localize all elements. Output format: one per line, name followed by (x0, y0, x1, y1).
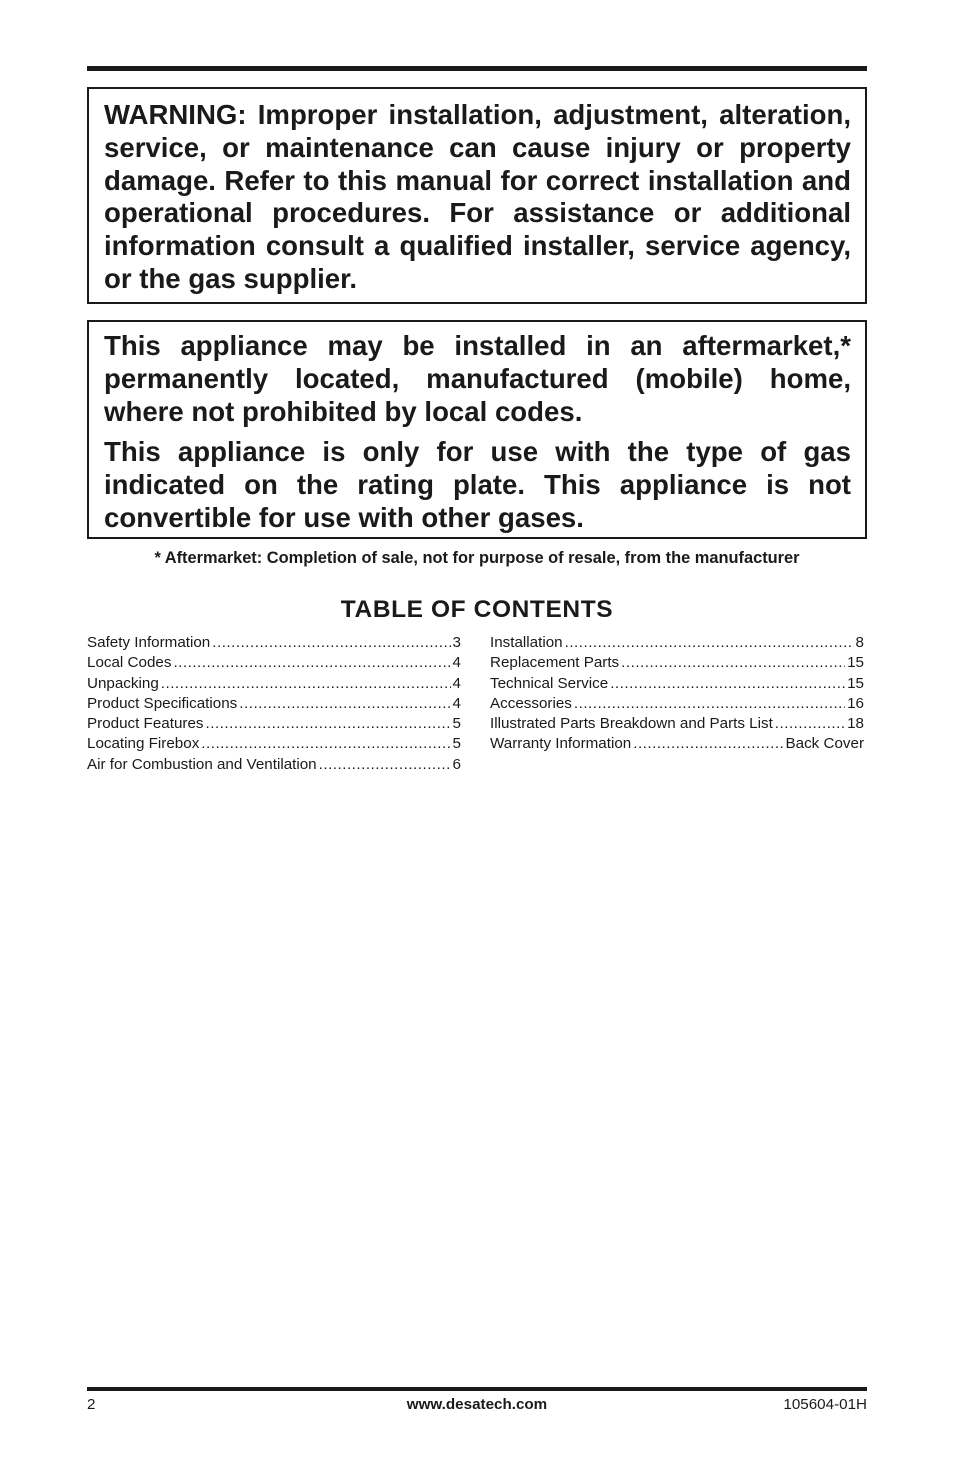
toc-dot-leader (173, 653, 450, 673)
toc-dot-leader (206, 714, 451, 734)
toc-entry-label: Safety Information (87, 634, 211, 651)
page-number: 2 (87, 1396, 96, 1413)
toc-dot-leader (565, 633, 854, 653)
toc-entry[interactable] (87, 674, 461, 694)
gas-type-notice: This appliance is only for use with the type of gas indicated on the rating plate. This appliance is not convertible for use with other gases. (104, 436, 851, 533)
toc-dot-leader (574, 694, 845, 714)
toc-entry-label: Air for Combustion and Ventilation (87, 755, 317, 773)
toc-entry[interactable] (87, 633, 461, 653)
toc-entry-page: Back Cover (785, 735, 864, 753)
toc-entry-page: 6 (452, 755, 461, 773)
aftermarket-footnote: * Aftermarket: Completion of sale, not for purpose of resale, from the manufacturer (154, 549, 800, 567)
toc-entry-page: 16 (847, 694, 864, 712)
toc-dot-leader (212, 633, 450, 653)
toc-dot-leader (161, 674, 451, 694)
top-rule (87, 66, 867, 71)
warning-text: WARNING: Improper installation, adjustment, alteration, service, or maintenance can cause injury or property damage. Refer to this manual for correct installation and operational procedures. For assistance or additional information consult a qualified installer, service agency, or the gas supplier. (104, 99, 851, 294)
toc-dot-leader (633, 734, 783, 754)
toc-entry-page: 8 (855, 634, 864, 651)
toc-entry[interactable] (87, 714, 461, 734)
toc-dot-leader (621, 653, 845, 673)
toc-left-column (87, 633, 461, 775)
toc-entry-label: Product Specifications (87, 694, 238, 712)
toc-entry-label: Illustrated Parts Breakdown and Parts List (490, 715, 773, 733)
toc-entry-page: 18 (847, 715, 864, 733)
toc-dot-leader (610, 674, 845, 694)
document-number: 105604-01H (783, 1396, 867, 1413)
toc-entry-page: 5 (452, 735, 461, 753)
mobile-home-notice: This appliance may be installed in an aftermarket,* permanently located, manufactured (mobile) home, where not prohibited by local codes. (104, 330, 851, 427)
toc-entry-page: 4 (452, 674, 461, 692)
toc-dot-leader (201, 734, 450, 754)
toc-entry-label: Locating Firebox (87, 735, 200, 753)
toc-entry-page: 4 (452, 654, 461, 672)
toc-entry[interactable] (87, 734, 461, 754)
toc-dot-leader (239, 694, 450, 714)
toc-entry-page: 15 (847, 654, 864, 672)
toc-title: TABLE OF CONTENTS (340, 596, 614, 623)
toc-entry-label: Local Codes (87, 654, 172, 672)
bottom-rule (87, 1387, 867, 1391)
toc-right-column (490, 633, 864, 755)
toc-entry-label: Replacement Parts (490, 654, 620, 672)
toc-entry-page: 5 (452, 715, 461, 733)
toc-entry-label: Accessories (490, 694, 572, 712)
warning-box (87, 87, 867, 304)
toc-entry[interactable] (490, 653, 864, 673)
toc-entry-label: Installation (490, 634, 563, 651)
toc-entry-label: Unpacking (87, 674, 159, 692)
appliance-notice-box (87, 320, 867, 539)
toc-entry[interactable] (490, 694, 864, 714)
toc-entry[interactable] (490, 674, 864, 694)
toc-entry-label: Technical Service (490, 674, 609, 692)
toc-entry[interactable] (490, 714, 864, 734)
website-link[interactable]: www.desatech.com (406, 1396, 548, 1413)
toc-dot-leader (775, 714, 845, 734)
toc-entry[interactable] (490, 633, 864, 653)
toc-entry[interactable] (87, 653, 461, 673)
toc-entry[interactable] (87, 755, 461, 775)
toc-entry-page: 15 (847, 674, 864, 692)
toc-entry[interactable] (490, 734, 864, 754)
toc-entry-label: Product Features (87, 715, 204, 733)
toc-entry-label: Warranty Information (490, 735, 632, 753)
toc-entry-page: 3 (452, 634, 461, 651)
toc-entry-page: 4 (452, 694, 461, 712)
toc-entry[interactable] (87, 694, 461, 714)
toc-dot-leader (319, 755, 451, 775)
